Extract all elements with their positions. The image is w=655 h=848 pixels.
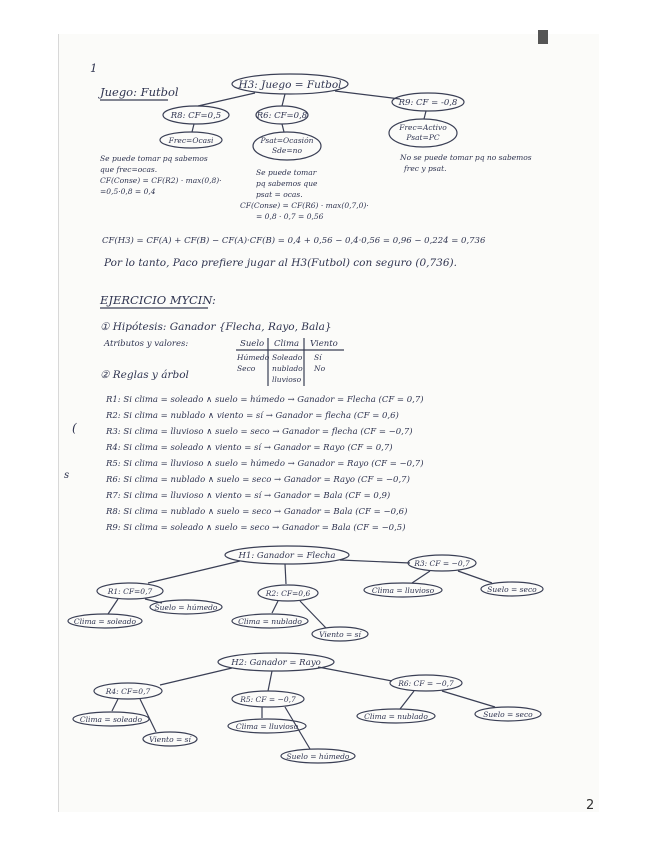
- svg-text:Clima = soleado: Clima = soleado: [79, 715, 143, 724]
- svg-text:Suelo = húmedo: Suelo = húmedo: [286, 752, 350, 761]
- svg-text:R6: CF = −0,7: R6: CF = −0,7: [398, 679, 454, 688]
- svg-text:Soleado: Soleado: [272, 353, 303, 362]
- rules-label: ② Reglas y árbol: [100, 369, 189, 381]
- svg-text:nublado: nublado: [272, 364, 303, 373]
- svg-text:Se puede tomar pq sabemos: Se puede tomar pq sabemos: [100, 154, 208, 163]
- svg-text:=0,5·0,8 = 0,4: =0,5·0,8 = 0,4: [100, 187, 156, 196]
- svg-text:Clima = lluvioso: Clima = lluvioso: [235, 722, 299, 731]
- r9-label: R9: CF = -0,8: [398, 98, 458, 108]
- svg-text:Viento = sí: Viento = sí: [149, 735, 191, 744]
- r8-label: R8: CF=0,5: [170, 111, 222, 121]
- svg-text:frec y psat.: frec y psat.: [404, 164, 447, 173]
- svg-text:que frec=ocas.: que frec=ocas.: [100, 165, 158, 174]
- svg-text:lluvioso: lluvioso: [272, 375, 302, 384]
- rule-r7: R7: Si clima = lluvioso ∧ viento = sí → Ganador = Bala (CF = 0,9): [106, 491, 391, 501]
- tree-flecha: [68, 546, 543, 641]
- margin-mark-s: s: [64, 470, 70, 481]
- rule-r1: R1: Si clima = soleado ∧ suelo = húmedo → Ganador = Flecha (CF = 0,7): [106, 395, 424, 405]
- svg-text:CF(Conse) = CF(R6) · max(0,7,0: CF(Conse) = CF(R6) · max(0,7,0)·: [240, 201, 369, 210]
- svg-text:R2: CF=0,6: R2: CF=0,6: [265, 589, 311, 598]
- svg-text:No se puede tomar pq no sabemo: No se puede tomar pq no sabemos: [400, 153, 532, 162]
- svg-text:R4: CF=0,7: R4: CF=0,7: [105, 687, 151, 696]
- svg-text:Suelo: Suelo: [240, 339, 265, 349]
- r6-label: R6: CF=0,8: [256, 111, 308, 121]
- svg-text:Seco: Seco: [237, 364, 256, 373]
- note-mid: [240, 168, 369, 221]
- cf-formula: CF(H3) = CF(A) + CF(B) − CF(A)·CF(B) = 0,4 + 0,56 − 0,4·0,56 = 0,96 − 0,224 = 0,736: [102, 236, 486, 246]
- section1-title: Juego: Futbol: [100, 85, 179, 99]
- svg-text:Suelo = seco: Suelo = seco: [487, 585, 537, 594]
- svg-text:Sde=no: Sde=no: [271, 146, 303, 155]
- page-number-bottom: 2: [586, 798, 595, 813]
- svg-text:Sí: Sí: [314, 353, 322, 362]
- attribute-table: [236, 338, 344, 386]
- svg-text:Se puede tomar: Se puede tomar: [256, 168, 317, 177]
- rules-list: [105, 394, 424, 533]
- edge-root-mid: [282, 94, 285, 106]
- svg-text:Frec=Activo: Frec=Activo: [399, 123, 447, 132]
- svg-text:H2: Ganador = Rayo: H2: Ganador = Rayo: [231, 658, 321, 668]
- attrs-label: Atributos y valores:: [104, 339, 189, 349]
- svg-text:Clima = nublado: Clima = nublado: [364, 712, 428, 721]
- leaf-frec-ocas-label: Frec=Ocasi: [168, 136, 214, 145]
- tree-rayo: [73, 653, 541, 763]
- note-left: [100, 154, 222, 196]
- svg-text:= 0,8 · 0,7 = 0,56: = 0,8 · 0,7 = 0,56: [256, 212, 324, 221]
- svg-text:H1: Ganador = Flecha: H1: Ganador = Flecha: [238, 551, 336, 561]
- svg-text:Viento = sí: Viento = sí: [319, 630, 361, 639]
- svg-text:pq sabemos que: pq sabemos que: [256, 179, 318, 188]
- svg-text:Suelo = seco: Suelo = seco: [483, 710, 533, 719]
- margin-mark-paren: (: [72, 421, 77, 435]
- svg-text:Clima = soleado: Clima = soleado: [73, 617, 137, 626]
- rule-r6: R6: Si clima = nublado ∧ suelo = seco → Ganador = Rayo (CF = −0,7): [106, 475, 410, 485]
- rule-r5: R5: Si clima = lluvioso ∧ suelo = húmedo → Ganador = Rayo (CF = −0,7): [106, 459, 424, 469]
- rule-r2: R2: Si clima = nublado ∧ viento = sí → Ganador = flecha (CF = 0,6): [106, 411, 399, 421]
- svg-text:Clima: Clima: [274, 339, 300, 349]
- svg-text:Viento: Viento: [310, 339, 338, 349]
- edge-root-right: [335, 91, 400, 99]
- page-number-top: 1: [90, 61, 98, 75]
- svg-text:Suelo = húmedo: Suelo = húmedo: [154, 603, 218, 612]
- root-node-label: H3: Juego = Futbol: [238, 79, 342, 91]
- svg-text:Psat=PC: Psat=PC: [406, 133, 440, 142]
- svg-text:psat = ocas.: psat = ocas.: [256, 190, 303, 199]
- hypotheses: ① Hipótesis: Ganador {Flecha, Rayo, Bala}: [100, 321, 332, 333]
- svg-text:Clima = nublado: Clima = nublado: [238, 617, 302, 626]
- rule-r9: R9: Si clima = soleado ∧ suelo = seco → Ganador = Bala (CF = −0,5): [106, 523, 406, 533]
- conclusion: Por lo tanto, Paco prefiere jugar al H3(Futbol) con seguro (0,736).: [104, 257, 457, 269]
- note-right: [399, 153, 532, 173]
- section2-title: EJERCICIO MYCIN:: [100, 293, 216, 307]
- rule-r3: R3: Si clima = lluvioso ∧ suelo = seco → Ganador = flecha (CF = −0,7): [106, 427, 413, 437]
- svg-text:Psat=Ocasión: Psat=Ocasión: [260, 136, 314, 145]
- svg-text:CF(Conse) = CF(R2) · max(0,8)·: CF(Conse) = CF(R2) · max(0,8)·: [100, 176, 222, 185]
- edge-root-left: [198, 93, 255, 106]
- svg-text:R3: CF = −0,7: R3: CF = −0,7: [414, 559, 470, 568]
- svg-text:Clima = lluvioso: Clima = lluvioso: [371, 586, 435, 595]
- svg-text:R1: CF=0,7: R1: CF=0,7: [107, 587, 153, 596]
- svg-text:No: No: [314, 364, 326, 373]
- rule-r4: R4: Si clima = soleado ∧ viento = sí → Ganador = Rayo (CF = 0,7): [106, 443, 393, 453]
- svg-text:Húmedo: Húmedo: [237, 353, 270, 362]
- svg-text:R5: CF = −0,7: R5: CF = −0,7: [240, 695, 296, 704]
- rule-r8: R8: Si clima = nublado ∧ suelo = seco → Ganador = Bala (CF = −0,6): [106, 507, 408, 517]
